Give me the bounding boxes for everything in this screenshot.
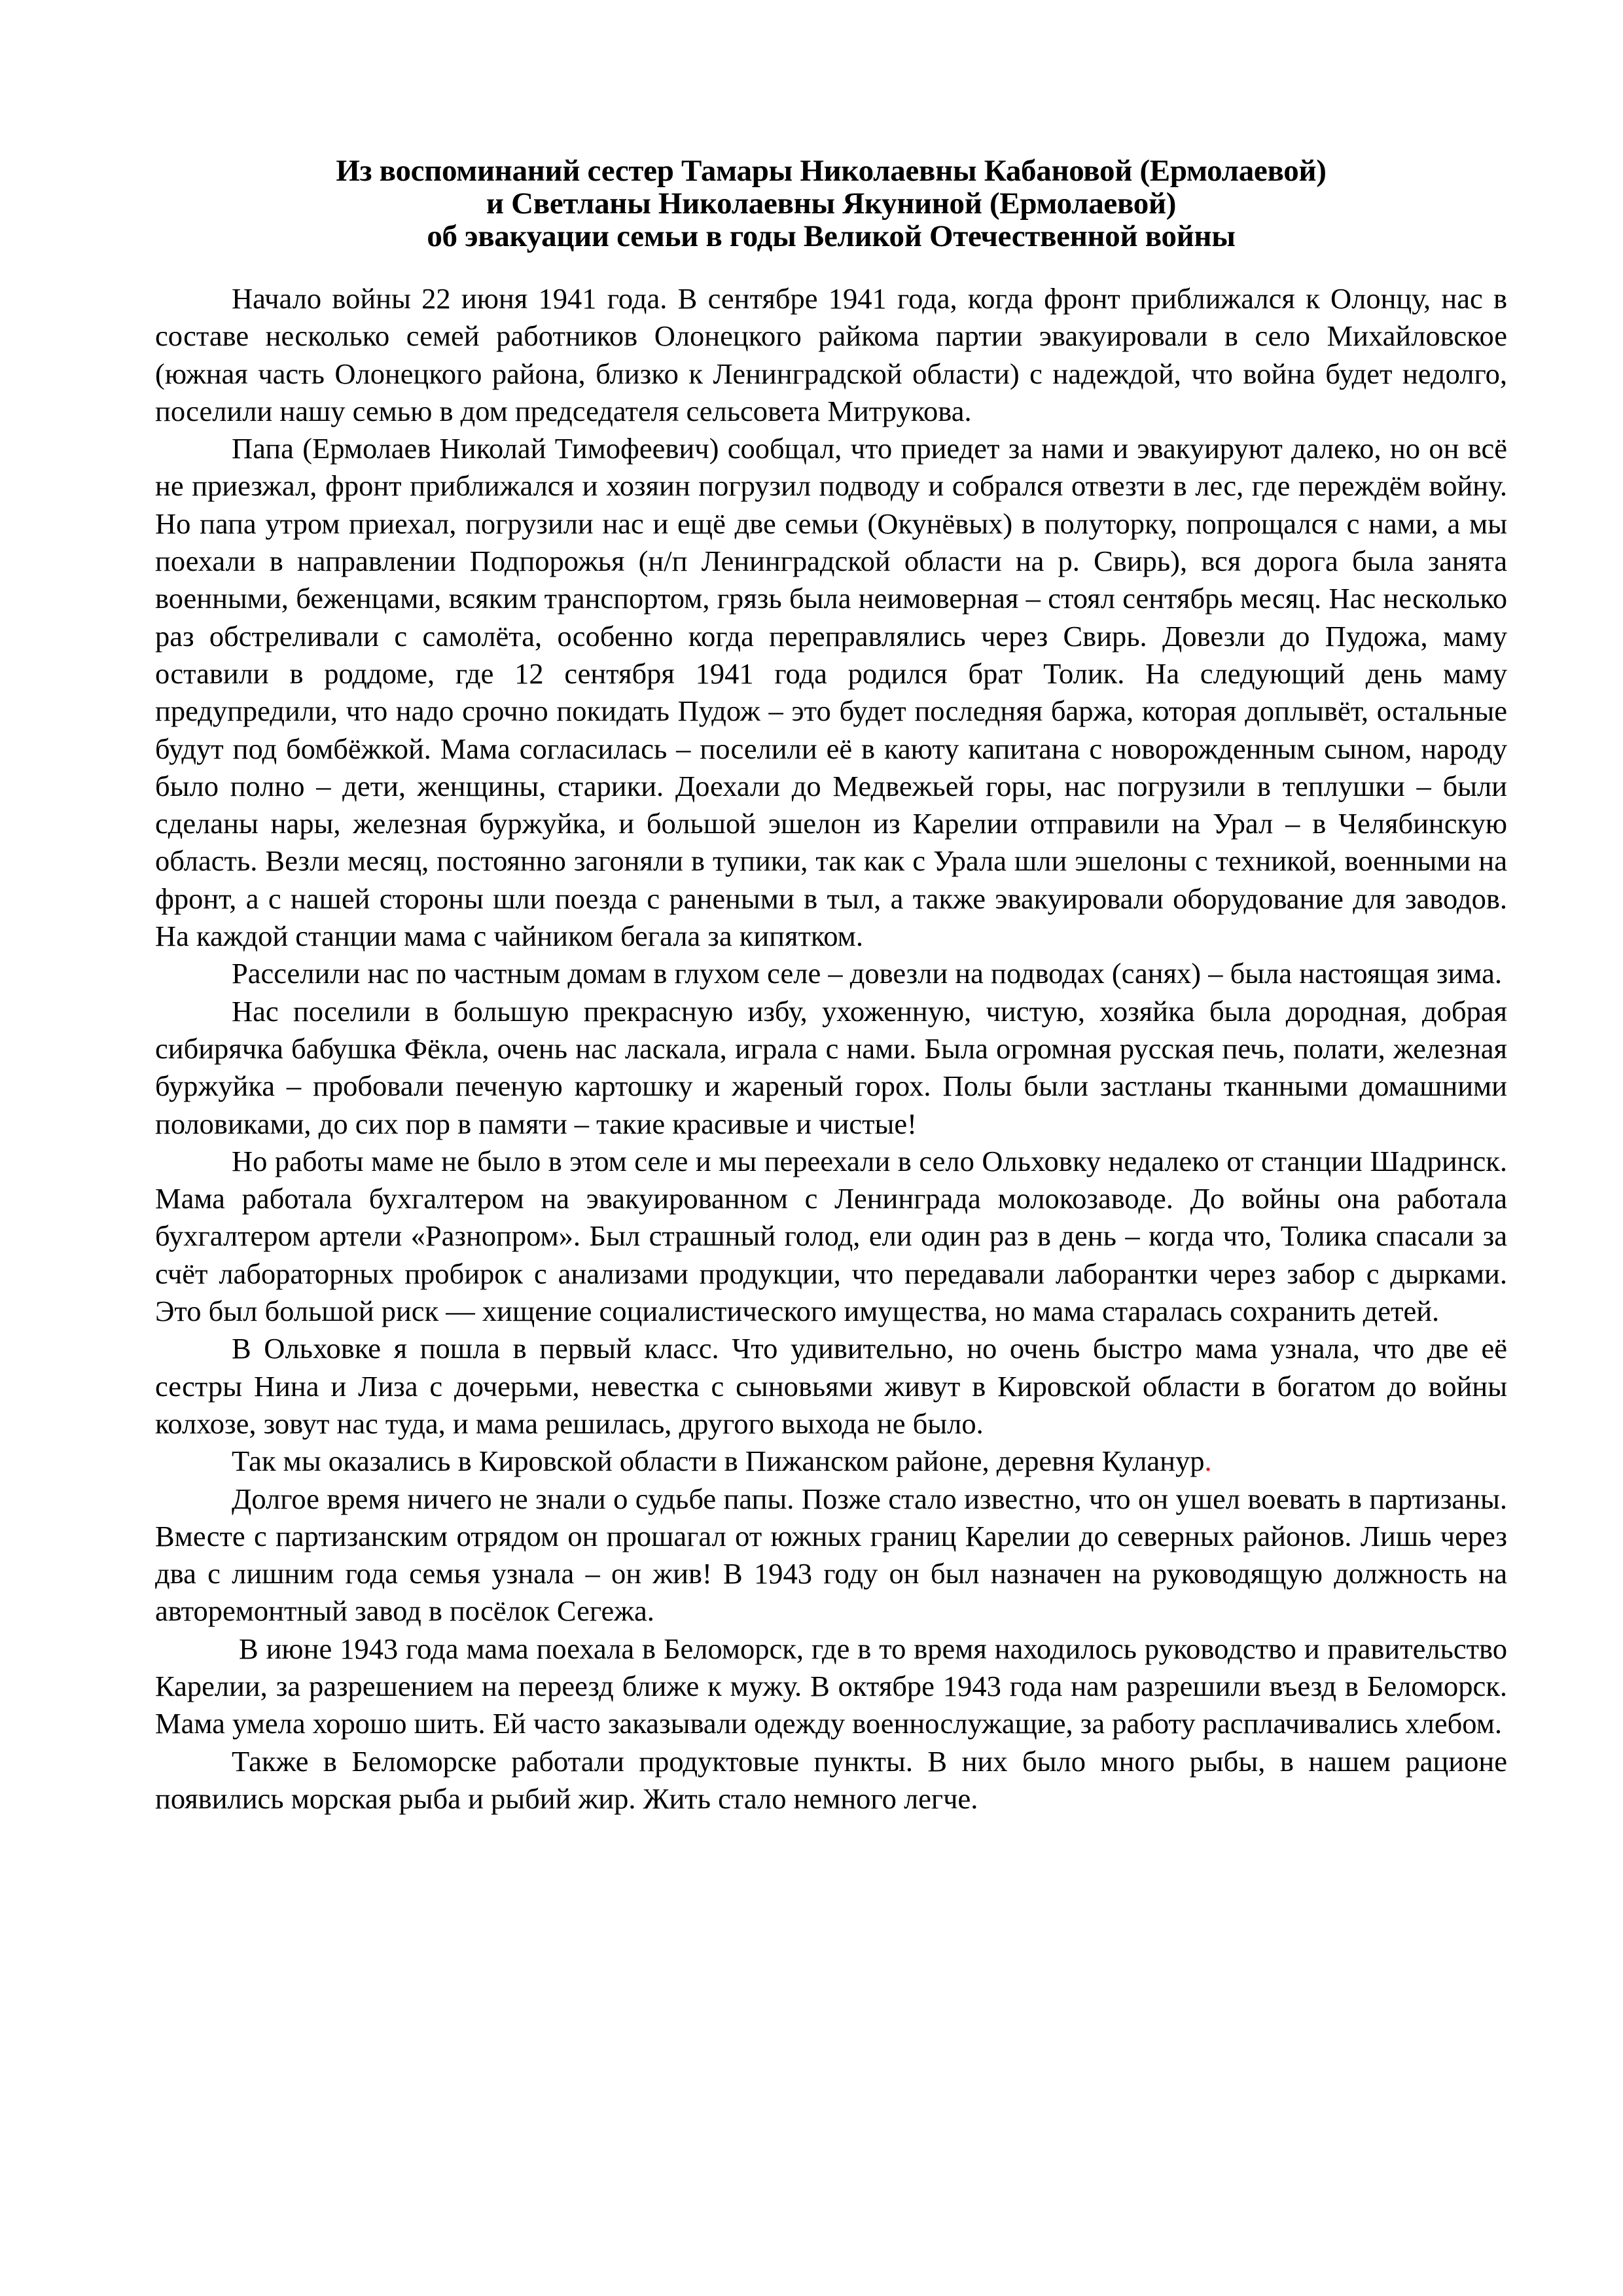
document-page: [155, 154, 1507, 1818]
paragraph-war-start: Начало войны 22 июня 1941 года. В сентябре 1941 года, когда фронт приближался к Олонцу, нас в составе несколько семей работников Олонецкого райкома партии эвакуировали в село Михайловское (южная часть Олонецкого района, близко к Ленинградской области) с надеждой, что война будет недолго, поселили нашу семью в дом председателя сельсовета Митрукова.: [155, 282, 1507, 427]
kirov-text: Так мы оказались в Кировской области в Пижанском районе, деревня Кулануp: [232, 1444, 1205, 1478]
paragraph-izba: Нас поселили в большую прекрасную избу, ухоженную, чистую, хозяйка была дородная, добрая сибирячка бабушка Фёкла, очень нас ласкала, играла с нами. Была огромная русская печь, полати, железная буржуйка – пробовали печеную картошку и жареный горох. Полы были застланы тканными домашними половиками, до сих пор в памяти – такие красивые и чистые!: [155, 994, 1507, 1140]
document-title: [155, 154, 1507, 253]
paragraph-resettlement: Расселили нас по частным домам в глухом селе – довезли на подводах (санях) – была настоящая зима.: [232, 957, 1503, 990]
paragraph-evacuation-journey: Папа (Ермолаев Николай Тимофеевич) сообщал, что приедет за нами и эвакуируют далеко, но он всё не приезжал, фронт приближался и хозяин погрузил подводу и собрался отвезти в лес, где переждём войну. Но папа утром приехал, погрузили нас и ещё две семьи (Окунёвых) в полуторку, попрощался с нами, а мы поехали в направлении Подпорожья (н/п Ленинградской области на р. Свирь), вся дорога была занята военными, беженцами, всяким транспортом, грязь была неимоверная – стоял сентябрь месяц. Нас несколько раз обстреливали с самолёта, особенно когда переправлялись через Свирь. Довезли до Пудожа, маму оставили в роддоме, где 12 сентября 1941 года родился брат Толик. На следующий день маму предупредили, что надо срочно покидать Пудож – это будет последняя баржа, которая доплывёт, остальные будут под бомбёжкой. Мама согласилась – поселили её в каюту капитана с новорожденным сыном, народу было полно – дети, женщины, старики. Доехали до Медвежьей горы, нас погрузили в теплушки – были сделаны нары, железная буржуйка, и большой эшелон из Карелии отправили на Урал – в Челябинскую область. Везли месяц, постоянно загоняли в тупики, так как с Урала шли эшелоны с техникой, военными на фронт, а с нашей стороны шли поезда с ранеными в тыл, а также эвакуировали оборудование для заводов. На каждой станции мама с чайником бегала за кипятком.: [155, 432, 1507, 953]
paragraph-olkhovka: Но работы маме не было в этом селе и мы переехали в село Ольховку недалеко от станции Шадринск. Мама работала бухгалтером на эвакуированном с Ленинграда молокозаводе. До войны она работала бухгалтером артели «Разнопром». Был страшный голод, ели один раз в день – когда что, Толика спасали за счёт лабораторных пробирок с анализами продукции, что передавали лаборантки через забор с дырками. Это был большой риск — хищение социалистического имущества, но мама старалась сохранить детей.: [155, 1144, 1507, 1328]
title-line-1: Из воспоминаний сестер Тамары Николаевны Кабановой (Ермолаевой): [336, 154, 1327, 188]
red-period-mark: .: [1204, 1444, 1212, 1478]
title-line-2: и Светланы Николаевны Якуниной (Ермолаевой): [486, 187, 1177, 221]
paragraph-first-class: В Ольховке я пошла в первый класс. Что удивительно, но очень быстро мама узнала, что две её сестры Нина и Лиза с дочерьми, невестка с сыновьями живут в Кировской области в богатом до войны колхозе, зовут нас туда, и мама решилась, другого выхода не было.: [155, 1332, 1507, 1440]
document-body: [155, 280, 1507, 1818]
title-line-3: об эвакуации семьи в годы Великой Отечественной войны: [427, 219, 1236, 253]
paragraph-food-points: Также в Беломорске работали продуктовые пункты. В них было много рыбы, в нашем рационе появились морская рыба и рыбий жир. Жить стало немного легче.: [155, 1744, 1507, 1815]
paragraph-belomorsk-move: В июне 1943 года мама поехала в Беломорск, где в то время находилось руководство и правительство Карелии, за разрешением на переезд ближе к мужу. В октябре 1943 года нам разрешили въезд в Беломорск. Мама умела хорошо шить. Ей часто заказывали одежду военнослужащие, за работу расплачивались хлебом.: [155, 1632, 1507, 1740]
paragraph-father-fate: Долгое время ничего не знали о судьбе папы. Позже стало известно, что он ушел воевать в партизаны. Вместе с партизанским отрядом он прошагал от южных границ Карелии до северных районов. Лишь через два с лишним года семья узнала – он жив! В 1943 году он был назначен на руководящую должность на авторемонтный завод в посёлок Сегежа.: [155, 1482, 1507, 1628]
paragraph-kirov-region: [155, 1443, 1507, 1480]
